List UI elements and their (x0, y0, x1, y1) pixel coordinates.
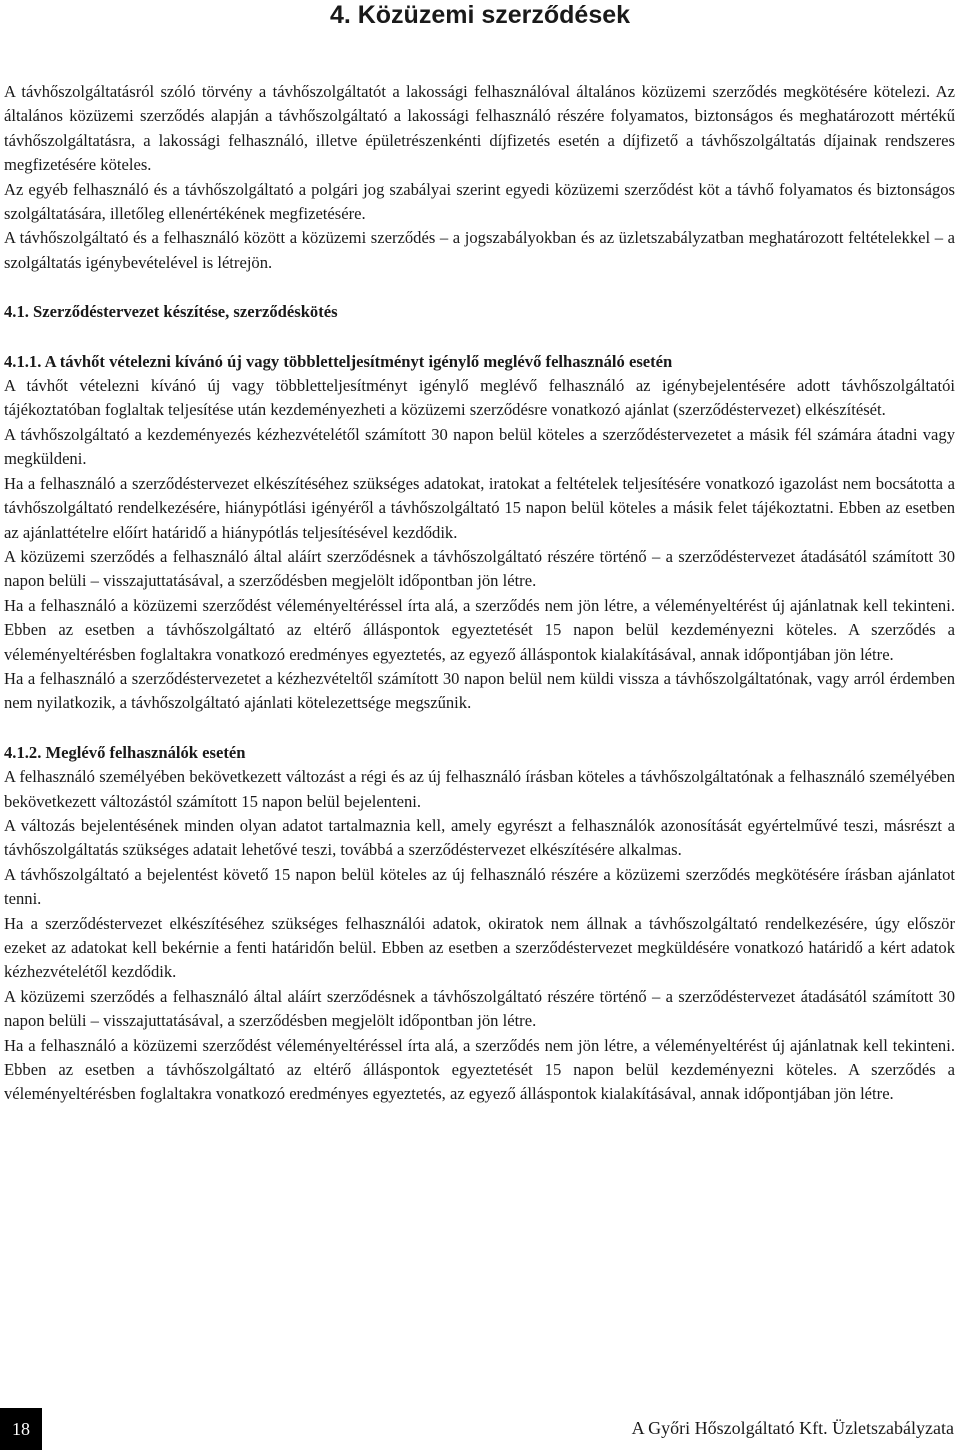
section-4-1-1-paragraph: A távhőszolgáltató a kezdeményezés kézhezvételétől számított 30 napon belül köteles a szerződéstervezetet a másik fél számára átadni vagy megküldeni. (4, 424, 955, 469)
intro-paragraph-2: Az egyéb felhasználó és a távhőszolgáltató a polgári jog szabályai szerint egyedi közüzemi szerződést köt a távhő folyamatos és biztonságos szolgáltatására, illetőleg ellenértékének megfizetésére. (4, 179, 955, 224)
intro-paragraph-3: A távhőszolgáltató és a felhasználó között a közüzemi szerződés – a jogszabályokban és az üzletszabályzatban meghatározott feltételekkel – a szolgáltatás igénybevételével is létrejön. (4, 228, 955, 272)
document-body (4, 80, 955, 1107)
section-heading-4-1-1: 4.1.1. A távhőt vételezni kívánó új vagy többletteljesítményt igénylő meglévő felhasználó esetén (4, 351, 673, 371)
section-4-1-1-paragraph: A közüzemi szerződés a felhasználó által aláírt szerződésnek a távhőszolgáltató részére történő – a szerződéstervezet átadásától számított 30 napon belüli – visszajuttatásával, a szerződésben megjelölt időpontban jön létre. (4, 546, 955, 591)
page-number-badge: 18 (0, 1408, 42, 1450)
footer-document-title: A Győri Hőszolgáltató Kft. Üzletszabályzata (631, 1418, 954, 1438)
section-4-1-2-paragraph: Ha a szerződéstervezet elkészítéséhez szükséges felhasználói adatok, okiratok nem állnak a távhőszolgáltató rendelkezésére, úgy először ezeket az adatokat kell bekérnie a fenti határidőn belül. Ebben az esetben a szerződéstervezet megküldésére vonatkozó határidő a kért adatok kézhezvételétől kezdődik. (4, 913, 955, 982)
intro-paragraph-1: A távhőszolgáltatásról szóló törvény a távhőszolgáltatót a lakossági felhasználóval általános közüzemi szerződés megkötésére kötelezi. Az általános közüzemi szerződés alapján a távhőszolgáltató a lakossági felhasználó részére folyamatos, biztonságos és meghatározott mértékű távhőszolgáltatásra, a lakossági felhasználó, illetve épületrészenkénti díjfizetés esetén a díjfizető a távhőszolgáltatás díjainak rendszeres megfizetésére köteles. (4, 82, 955, 175)
section-4-1-2-paragraph: A felhasználó személyében bekövetkezett változást a régi és az új felhasználó írásban köteles a távhőszolgáltatónak a felhasználó személyében bekövetkezett változástól számított 15 napon belül bejelenteni. (4, 767, 955, 811)
spacer (4, 325, 955, 350)
section-heading-4-1-2: 4.1.2. Meglévő felhasználók esetén (4, 742, 246, 762)
section-4-1-2-paragraph: Ha a felhasználó a közüzemi szerződést véleményeltéréssel írta alá, a szerződés nem jön létre, a véleményeltérést új ajánlatnak kell tekinteni. Ebben az esetben a távhőszolgáltató az eltérő álláspontok egyeztetését 15 napon belül kezdeményezni köteles. A szerződés a véleményeltérésben foglaltakra vonatkozó eredményes egyeztetés, az egyező álláspontok kialakításával, annak időpontjában jön létre. (4, 1035, 955, 1104)
section-heading-4-1: 4.1. Szerződéstervezet készítése, szerződéskötés (4, 302, 338, 322)
chapter-title: 4. Közüzemi szerződések (329, 1, 631, 29)
spacer (4, 716, 955, 741)
spacer (4, 275, 955, 300)
section-4-1-2-paragraph: A változás bejelentésének minden olyan adatot tartalmaznia kell, amely egyrészt a felhasználók azonosítását egyértelművé teszi, másrészt a távhőszolgáltatás szükséges adatait lehetővé teszi, továbbá a szerződéstervezet elkészítésére alkalmas. (4, 815, 955, 860)
section-4-1-1-paragraph: A távhőt vételezni kívánó új vagy többletteljesítményt igénylő meglévő felhasználó az igénybejelentésére adott távhőszolgáltatói tájékoztatóban foglaltak teljesítése után kezdeményezheti a közüzemi szerződésre vonatkozó ajánlat (szerződéstervezet) elkészítését. (4, 376, 955, 420)
section-4-1-2-paragraph: A távhőszolgáltató a bejelentést követő 15 napon belül köteles az új felhasználó részére a közüzemi szerződés megkötésére írásban ajánlatot tenni. (4, 864, 955, 909)
section-4-1-2-paragraph: A közüzemi szerződés a felhasználó által aláírt szerződésnek a távhőszolgáltató részére történő – a szerződéstervezet átadásától számított 30 napon belüli – visszajuttatásával, a szerződésben megjelölt időpontban jön létre. (4, 986, 955, 1031)
section-4-1-1-paragraph: Ha a felhasználó a szerződéstervezet elkészítéséhez szükséges adatokat, iratokat a feltételek teljesítésére vonatkozó igazolást nem bocsátotta a távhőszolgáltató rendelkezésére, hiánypótlási igényéről a távhőszolgáltató 15 napon belül köteles a másik felet tájékoztatni. Ebben az esetben az ajánlattételre előírt határidő a hiánypótlás teljesítésével kezdődik. (4, 473, 955, 542)
section-4-1-1-paragraph: Ha a felhasználó a szerződéstervezetet a kézhezvételtől számított 30 napon belül nem küldi vissza a távhőszolgáltatónak, vagy arról érdemben nem nyilatkozik, a távhőszolgáltató ajánlati kötelezettsége megszűnik. (4, 668, 955, 713)
section-4-1-1-paragraph: Ha a felhasználó a közüzemi szerződést véleményeltéréssel írta alá, a szerződés nem jön létre, a véleményeltérést új ajánlatnak kell tekinteni. Ebben az esetben a távhőszolgáltató az eltérő álláspontok egyeztetését 15 napon belül kezdeményezni köteles. A szerződés a véleményeltérésben foglaltakra vonatkozó eredményes egyeztetés, az egyező álláspontok kialakításával, annak időpontjában jön létre. (4, 595, 955, 664)
